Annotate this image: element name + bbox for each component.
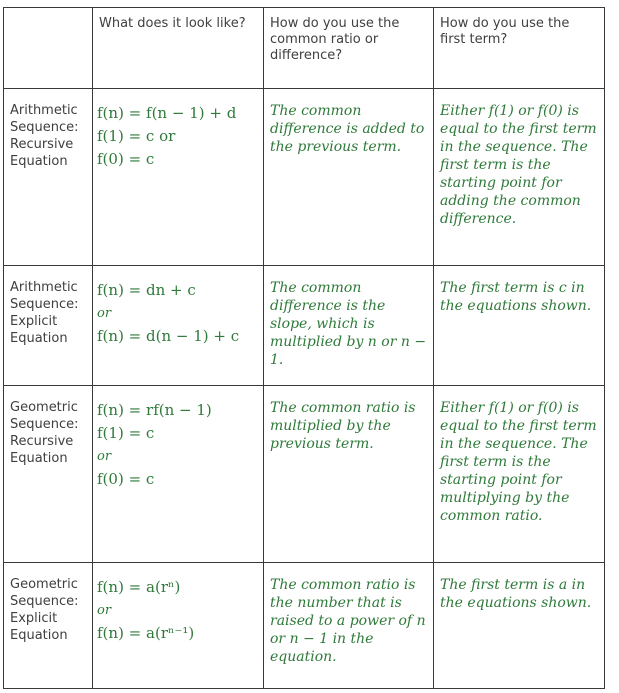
formula-line: f(0) = c bbox=[97, 470, 155, 488]
formula-cell bbox=[93, 563, 264, 689]
row-label: Arithmetic Sequence: Recursive Equation bbox=[4, 89, 93, 266]
formula-line: f(n) = f(n − 1) + d bbox=[97, 104, 237, 122]
header-first-term-use: How do you use the first term? bbox=[434, 8, 605, 89]
formula-or: or bbox=[97, 306, 112, 321]
formula-cell bbox=[93, 89, 264, 266]
formula-line: f(n) = dn + c bbox=[97, 281, 196, 299]
ratio-use-cell: The common difference is the slope, which is multiplied by n or n − 1. bbox=[264, 266, 434, 386]
ratio-use-cell: The common ratio is multiplied by the previous term. bbox=[264, 386, 434, 563]
ratio-use-cell: The common difference is added to the previous term. bbox=[264, 89, 434, 266]
formula-or: or bbox=[97, 603, 112, 618]
formula-or: or bbox=[97, 449, 112, 464]
formula-line: f(n) = a(rⁿ) bbox=[97, 578, 181, 596]
table-row bbox=[4, 563, 605, 689]
formula-line: f(1) = c or bbox=[97, 127, 176, 145]
formula-line: f(n) = rf(n − 1) bbox=[97, 401, 212, 419]
row-label: Geometric Sequence: Explicit Equation bbox=[4, 563, 93, 689]
table-row bbox=[4, 386, 605, 563]
header-cell-empty bbox=[4, 8, 93, 89]
header-row bbox=[4, 8, 605, 89]
row-label: Arithmetic Sequence: Explicit Equation bbox=[4, 266, 93, 386]
first-term-use-cell: Either f(1) or f(0) is equal to the first term in the sequence. The first term is the starting point for adding the common difference. bbox=[434, 89, 605, 266]
formula-line: f(n) = a(rⁿ⁻¹) bbox=[97, 624, 195, 642]
first-term-use-cell: The first term is a in the equations shown. bbox=[434, 563, 605, 689]
formula-cell bbox=[93, 386, 264, 563]
first-term-use-cell: The first term is c in the equations shown. bbox=[434, 266, 605, 386]
formula-line: f(n) = d(n − 1) + c bbox=[97, 327, 240, 345]
ratio-use-cell: The common ratio is the number that is raised to a power of n or n − 1 in the equation. bbox=[264, 563, 434, 689]
header-ratio-use: How do you use the common ratio or difference? bbox=[264, 8, 434, 89]
header-look-like: What does it look like? bbox=[93, 8, 264, 89]
formula-line: f(1) = c bbox=[97, 424, 155, 442]
table-row bbox=[4, 89, 605, 266]
table-row bbox=[4, 266, 605, 386]
first-term-use-cell: Either f(1) or f(0) is equal to the first term in the sequence. The first term is the starting point for multiplying by the common ratio. bbox=[434, 386, 605, 563]
sequence-comparison-table bbox=[3, 7, 605, 689]
row-label: Geometric Sequence: Recursive Equation bbox=[4, 386, 93, 563]
formula-cell bbox=[93, 266, 264, 386]
formula-line: f(0) = c bbox=[97, 150, 155, 168]
